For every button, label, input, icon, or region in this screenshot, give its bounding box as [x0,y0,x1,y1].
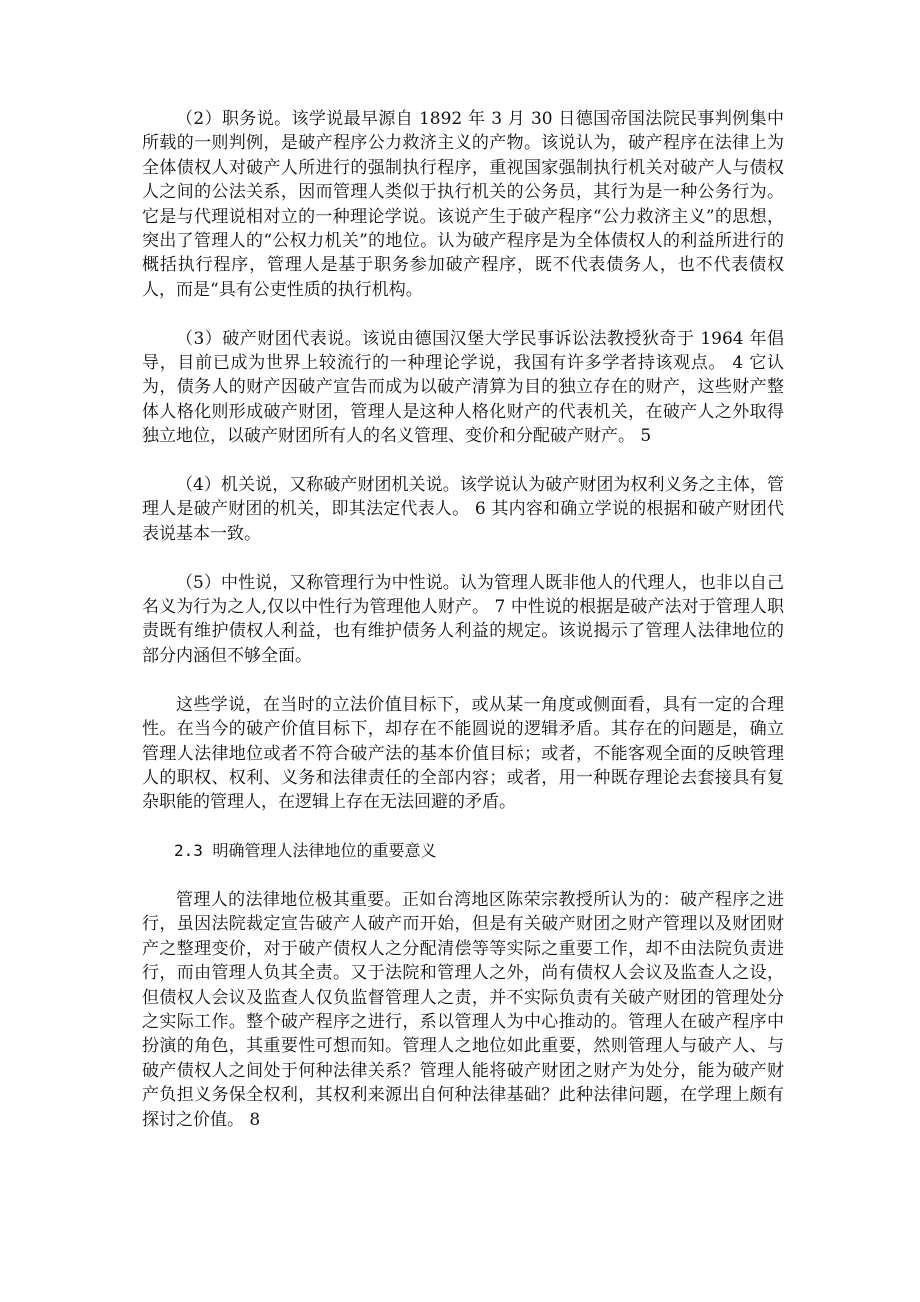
document-body [142,107,784,1156]
paragraph-organ-theory: （4）机关说，又称破产财团机关说。该学说认为破产财团为权利义务之主体，管理人是破产财团的机关，即其法定代表人。 6 其内容和确立学说的根据和破产财团代表说基本一致。 [142,475,784,544]
section-heading: 2.3 明确管理人法律地位的重要意义 [174,841,437,861]
paragraph-estate-representative-theory: （3）破产财团代表说。该说由德国汉堡大学民事诉讼法教授狄奇于 1964 年倡导，目前已成为世界上较流行的一种理论学说，我国有许多学者持该观点。 4 它认为，债务人的财产因破产宣告而成为以破产清算为目的独立存在的财产，这些财产整体人格化则形成破产财团，管理人是这种人格化财产的代表机关，在破产人之外取得独立地位，以破产财团所有人的名义管理、变价和分配破产财产。 5 [142,328,784,447]
paragraph-importance: 管理人的法律地位极其重要。正如台湾地区陈荣宗教授所认为的：破产程序之进行，虽因法院裁定宣告破产人破产而开始，但是有关破产财团之财产管理以及财团财产之整理变价，对于破产债权人之分配清偿等等实际之重要工作，却不由法院负责进行，而由管理人负其全责。又于法院和管理人之外，尚有债权人会议及监查人之设，但债权人会议及监查人仅负监督管理人之责，并不实际负责有关破产财团的管理处分之实际工作。整个破产程序之进行，系以管理人为中心推动的。管理人在破产程序中扮演的角色，其重要性可想而知。管理人之地位如此重要，然则管理人与破产人、与破产债权人之间处于何种法律关系？管理人能将破产财团之财产为处分，能为破产财产负担义务保全权利，其权利来源出自何种法律基础？此种法律问题，在学理上颇有探讨之价值。 8 [142,889,784,1130]
paragraph-neutral-theory: （5）中性说，又称管理行为中性说。认为管理人既非他人的代理人，也非以自己名义为行为之人,仅以中性行为管理他人财产。 7 中性说的根据是破产法对于管理人职责既有维护债权人利益，也有维护债务人利益的规定。该说揭示了管理人法律地位的部分内涵但不够全面。 [142,572,784,666]
paragraph-duty-theory: （2）职务说。该学说最早源自 1892 年 3 月 30 日德国帝国法院民事判例集中所载的一则判例，是破产程序公力救济主义的产物。该说认为，破产程序在法律上为全体债权人对破产人所进行的强制执行程序，重视国家强制执行机关对破产人与债权人之间的公法关系，因而管理人类似于执行机关的公务员，其行为是一种公务行为。它是与代理说相对立的一种理论学说。该说产生于破产程序“公力救济主义”的思想，突出了管理人的“公权力机关”的地位。认为破产程序是为全体债权人的利益所进行的概括执行程序，管理人是基于职务参加破产程序，既不代表债务人，也不代表债权人，而是“具有公吏性质的执行机构。 [142,109,784,300]
paragraph-theories-critique: 这些学说，在当时的立法价值目标下，或从某一角度或侧面看，具有一定的合理性。在当今的破产价值目标下，却存在不能圆说的逻辑矛盾。其存在的问题是，确立管理人法律地位或者不符合破产法的基本价值目标；或者，不能客观全面的反映管理人的职权、权利、义务和法律责任的全部内容；或者，用一种既存理论去套接具有复杂职能的管理人，在逻辑上存在无法回避的矛盾。 [142,694,784,813]
